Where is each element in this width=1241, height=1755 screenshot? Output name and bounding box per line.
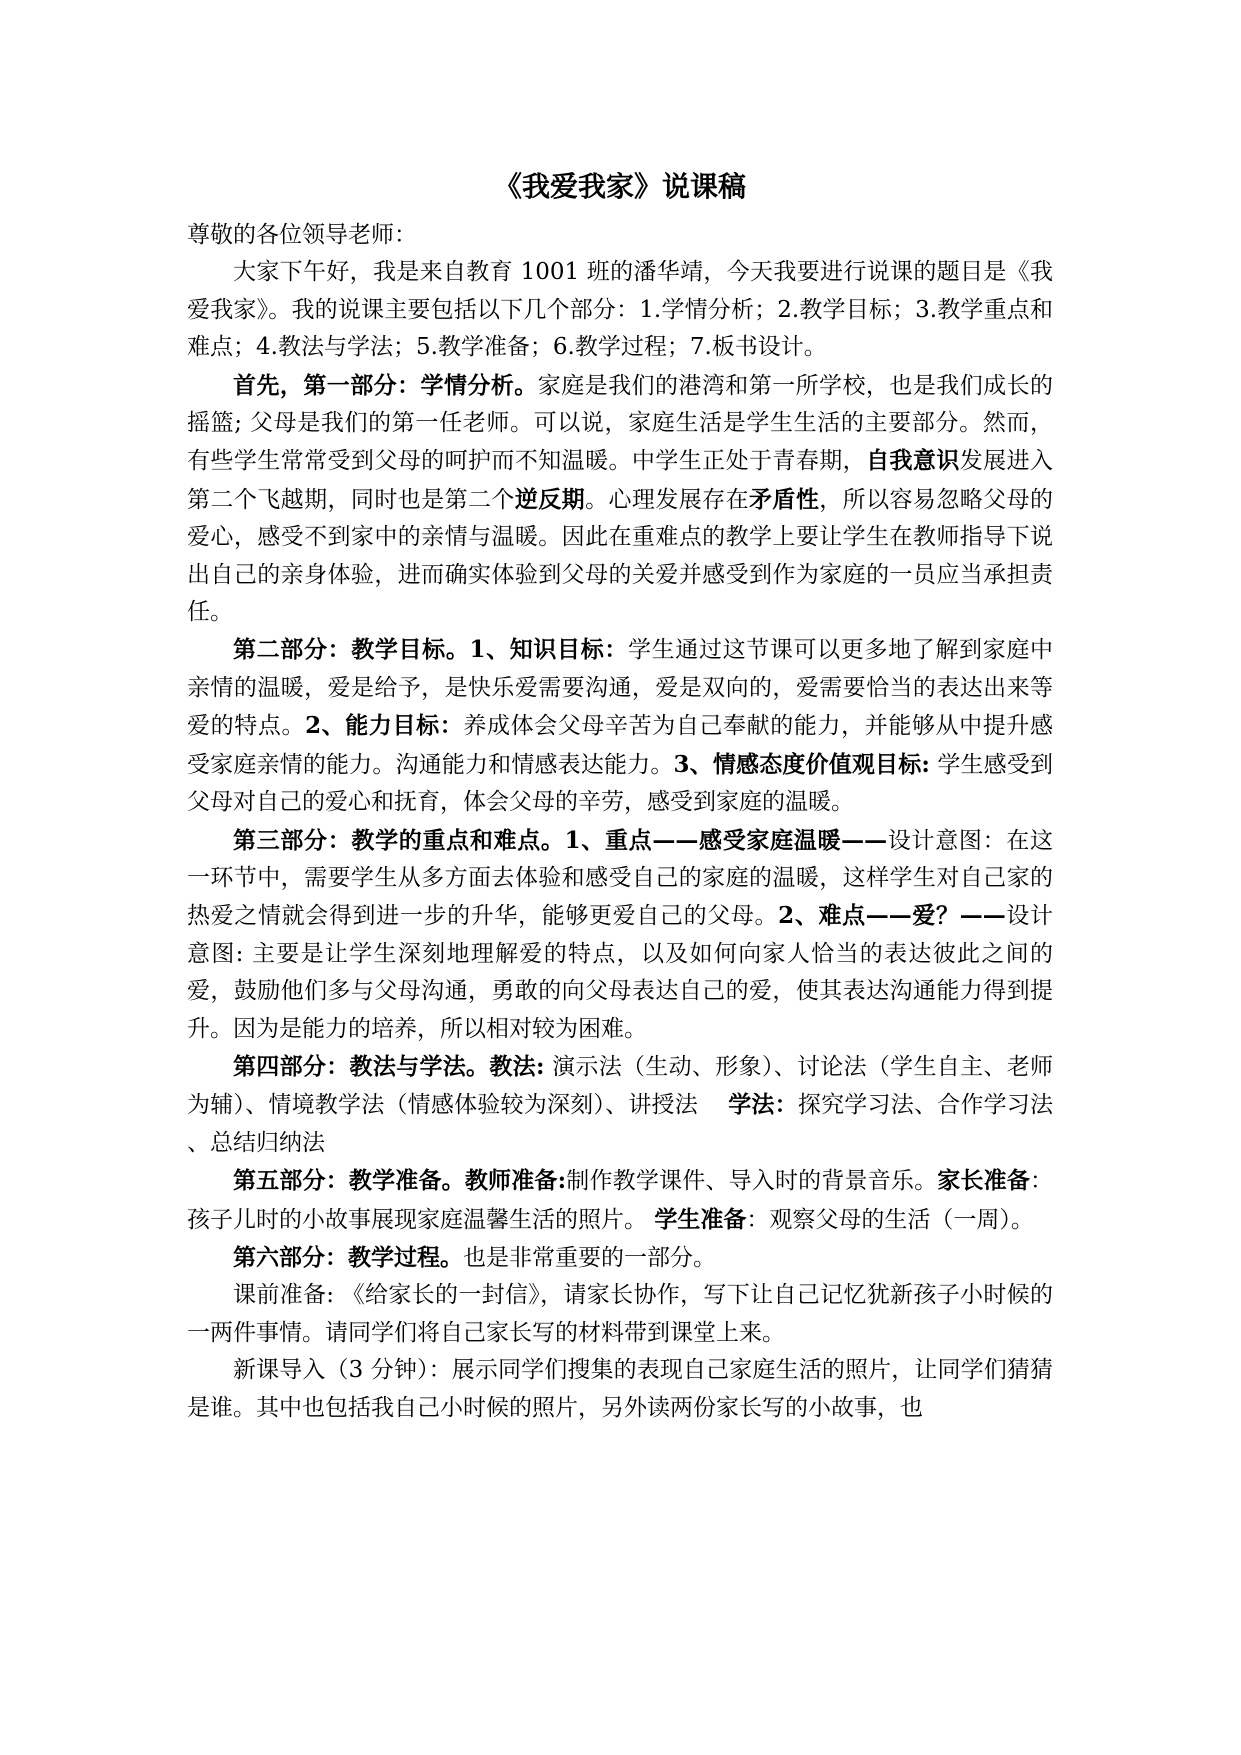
part1-heading: 首先，第一部分：学情分析。 xyxy=(233,371,538,399)
part1-bold-3: 矛盾性 xyxy=(749,485,820,513)
part1-bold-1: 自我意识 xyxy=(866,447,960,475)
part2-paragraph xyxy=(187,631,1053,821)
part5-text-1: 制作教学课件、导入时的背景音乐。 xyxy=(566,1168,938,1195)
part5-bold-1: 家长准备 xyxy=(937,1167,1031,1195)
part4-text-2: 探究学习法、合作学习法 、总结归纳法 xyxy=(187,1092,1054,1156)
document-page xyxy=(187,165,1053,1427)
part5-heading: 第五部分：教学准备。教师准备: xyxy=(233,1167,567,1195)
part1-text-1: 家庭是我们的港湾和第一所学校，也是我们成长的摇篮; 父母是我们的第一任老师。可以说，家庭生活是学生生活的主要部分。然而，有些学生常常受到父母的呵护而不知温暖。中学生正处于青春期， xyxy=(187,372,1054,475)
greeting-paragraph: 尊敬的各位领导老师： xyxy=(187,222,417,248)
part5-text-2: ：孩子儿时的小故事展现家庭温馨生活的照片。 xyxy=(187,1168,1054,1233)
part6-heading: 第六部分：教学过程。 xyxy=(233,1243,463,1271)
part2-heading: 第二部分：教学目标。1、知识目标： xyxy=(233,636,628,664)
part5-text-3: ：观察父母的生活（一周）。 xyxy=(746,1206,1034,1233)
part3-bold-1: 2、难点——爱？—— xyxy=(778,902,1006,930)
lead-in-paragraph: 新课导入（3 分钟）：展示同学们搜集的表现自己家庭生活的照片，让同学们猜猜是谁。其中也包括我自己小时候的照片，另外读两份家长写的小故事，也 xyxy=(187,1357,1053,1421)
part3-text-2: 设计意图: 主要是让学生深刻地理解爱的特点，以及如何向家人恰当的表达彼此之间的爱，鼓励他们多与父母沟通，勇敢的向父母表达自己的爱，使其表达沟通能力得到提升。因为是能力的培养，所以相对较为困难。 xyxy=(187,903,1053,1042)
part1-bold-2: 逆反期 xyxy=(514,485,586,513)
part2-bold-1: 2、能力目标： xyxy=(305,712,464,740)
part2-text-1: 学生通过这节课可以更多地了解到家庭中亲情的温暖，爱是给予，是快乐爱需要沟通，爱是双向的，爱需要恰当的表达出来等爱的特点。 xyxy=(187,637,1053,740)
part6-paragraph xyxy=(187,1239,1053,1277)
intro-paragraph: 大家下午好，我是来自教育 1001 班的潘华靖，今天我要进行说课的题目是《我爱我家》。我的说课主要包括以下几个部分：1.学情分析；2.教学目标；3.教学重点和难点；4.教法与学法；5.教学准备；6.教学过程；7.板书设计。 xyxy=(187,259,1053,361)
part2-bold-2: 3、情感态度价值观目标: xyxy=(673,750,930,778)
part4-heading: 第四部分：教法与学法。教法: xyxy=(233,1052,545,1080)
part2-text-3: 学生感受到父母对自己的爱心和抚育，体会父母的辛劳，感受到家庭的温暖。 xyxy=(187,751,1054,816)
part1-text-2: 发展进入第二个飞越期，同时也是第二个 xyxy=(187,448,1054,513)
part1-paragraph xyxy=(187,367,1053,632)
part4-paragraph xyxy=(187,1048,1053,1162)
part4-text-1: 演示法（生动、形象）、讨论法（学生自主、老师为辅）、情境教学法（情感体验较为深刻）、讲授法 xyxy=(187,1053,1053,1119)
part3-heading: 第三部分：教学的重点和难点。1、重点——感受家庭温暖—— xyxy=(233,826,888,854)
part3-text-1: 设计意图：在这一环节中，需要学生从多方面去体验和感受自己的家庭的温暖，这样学生对自己家的热爱之情就会得到进一步的升华，能够更爱自己的父母。 xyxy=(187,827,1053,930)
part4-bold-1: 学法： xyxy=(727,1091,798,1119)
part6-text-1: 也是非常重要的一部分。 xyxy=(463,1244,716,1271)
part1-text-3: 。心理发展存在 xyxy=(585,486,750,513)
document-title: 《我爱我家》说课稿 xyxy=(493,170,746,203)
part5-bold-2: 学生准备 xyxy=(654,1205,747,1233)
part1-text-4: ，所以容易忽略父母的爱心，感受不到家中的亲情与温暖。因此在重难点的教学上要让学生在教师指导下说出自己的亲身体验，进而确实体验到父母的关爱并感受到作为家庭的一员应当承担责任。 xyxy=(187,486,1054,626)
part2-text-2: 养成体会父母辛苦为自己奉献的能力，并能够从中提升感受家庭亲情的能力。沟通能力和情感表达能力。 xyxy=(187,713,1054,778)
part5-paragraph xyxy=(187,1162,1053,1239)
part3-paragraph xyxy=(187,822,1053,1048)
preparation-paragraph: 课前准备: 《给家长的一封信》，请家长协作，写下让自己记忆犹新孩子小时候的一两件事情。请同学们将自己家长写的材料带到课堂上来。 xyxy=(187,1282,1053,1346)
